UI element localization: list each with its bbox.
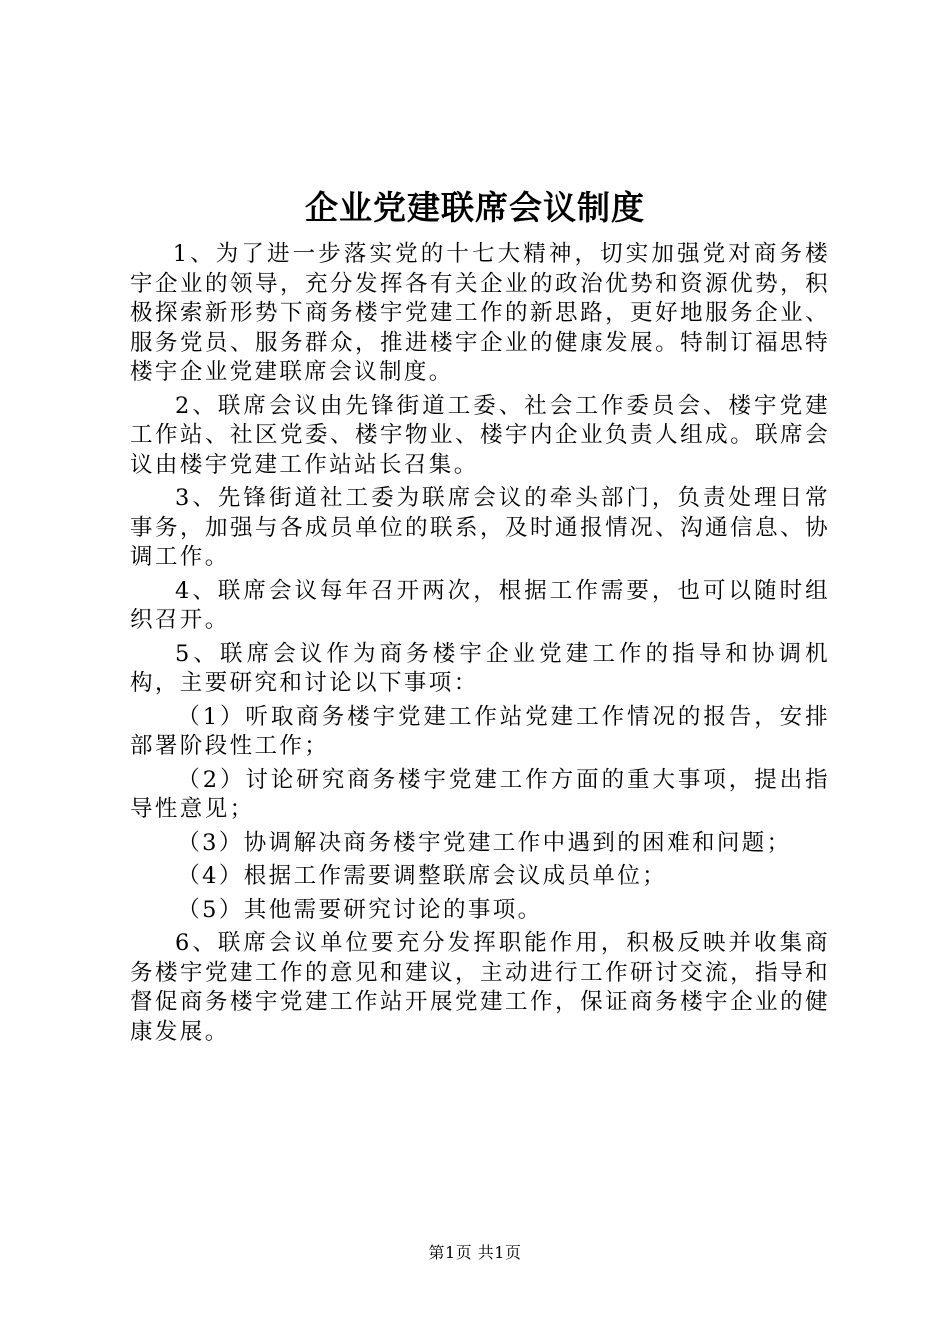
paragraph-1: 1、为了进一步落实党的十七大精神，切实加强党对商务楼宇企业的领导，充分发挥各有关企业的政治优势和资源优势，积极探索新形势下商务楼宇党建工作的新思路，更好地服务企业、服务党员、服务群众，推进楼宇企业的健康发展。特制订福思特楼宇企业党建联席会议制度。	[130, 241, 830, 385]
sub-item-1: （1）听取商务楼宇党建工作站党建工作情况的报告，安排部署阶段性工作；	[130, 703, 830, 759]
sub-item-4: （4）根据工作需要调整联席会议成员单位；	[177, 863, 668, 889]
paragraph-6: 6、联席会议单位要充分发挥职能作用，积极反映并收集商务楼宇党建工作的意见和建议，主动进行工作研讨交流，指导和督促商务楼宇党建工作站开展党建工作，保证商务楼宇企业的健康发展。	[130, 930, 830, 1045]
sub-item-5: （5）其他需要研究讨论的事项。	[177, 896, 543, 923]
document-body	[130, 240, 830, 1051]
paragraph-2: 2、联席会议由先锋街道工委、社会工作委员会、楼宇党建工作站、社区党委、楼宇物业、楼宇内企业负责人组成。联席会议由楼宇党建工作站站长召集。	[130, 392, 830, 478]
sub-item-2: （2）讨论研究商务楼宇党建工作方面的重大事项，提出指导性意见；	[130, 766, 830, 822]
paragraph-5: 5、联席会议作为商务楼宇企业党建工作的指导和协调机构，主要研究和讨论以下事项：	[130, 640, 830, 696]
paragraph-3: 3、先锋街道社工委为联席会议的牵头部门，负责处理日常事务，加强与各成员单位的联系，及时通报情况、沟通信息、协调工作。	[130, 485, 830, 570]
sub-item-3: （3）协调解决商务楼宇党建工作中遇到的困难和问题；	[177, 829, 792, 856]
document-title: 企业党建联席会议制度	[305, 188, 645, 227]
page-number-footer: 第1页 共1页	[428, 1243, 522, 1262]
paragraph-4: 4、联席会议每年召开两次，根据工作需要，也可以随时组织召开。	[130, 577, 830, 633]
